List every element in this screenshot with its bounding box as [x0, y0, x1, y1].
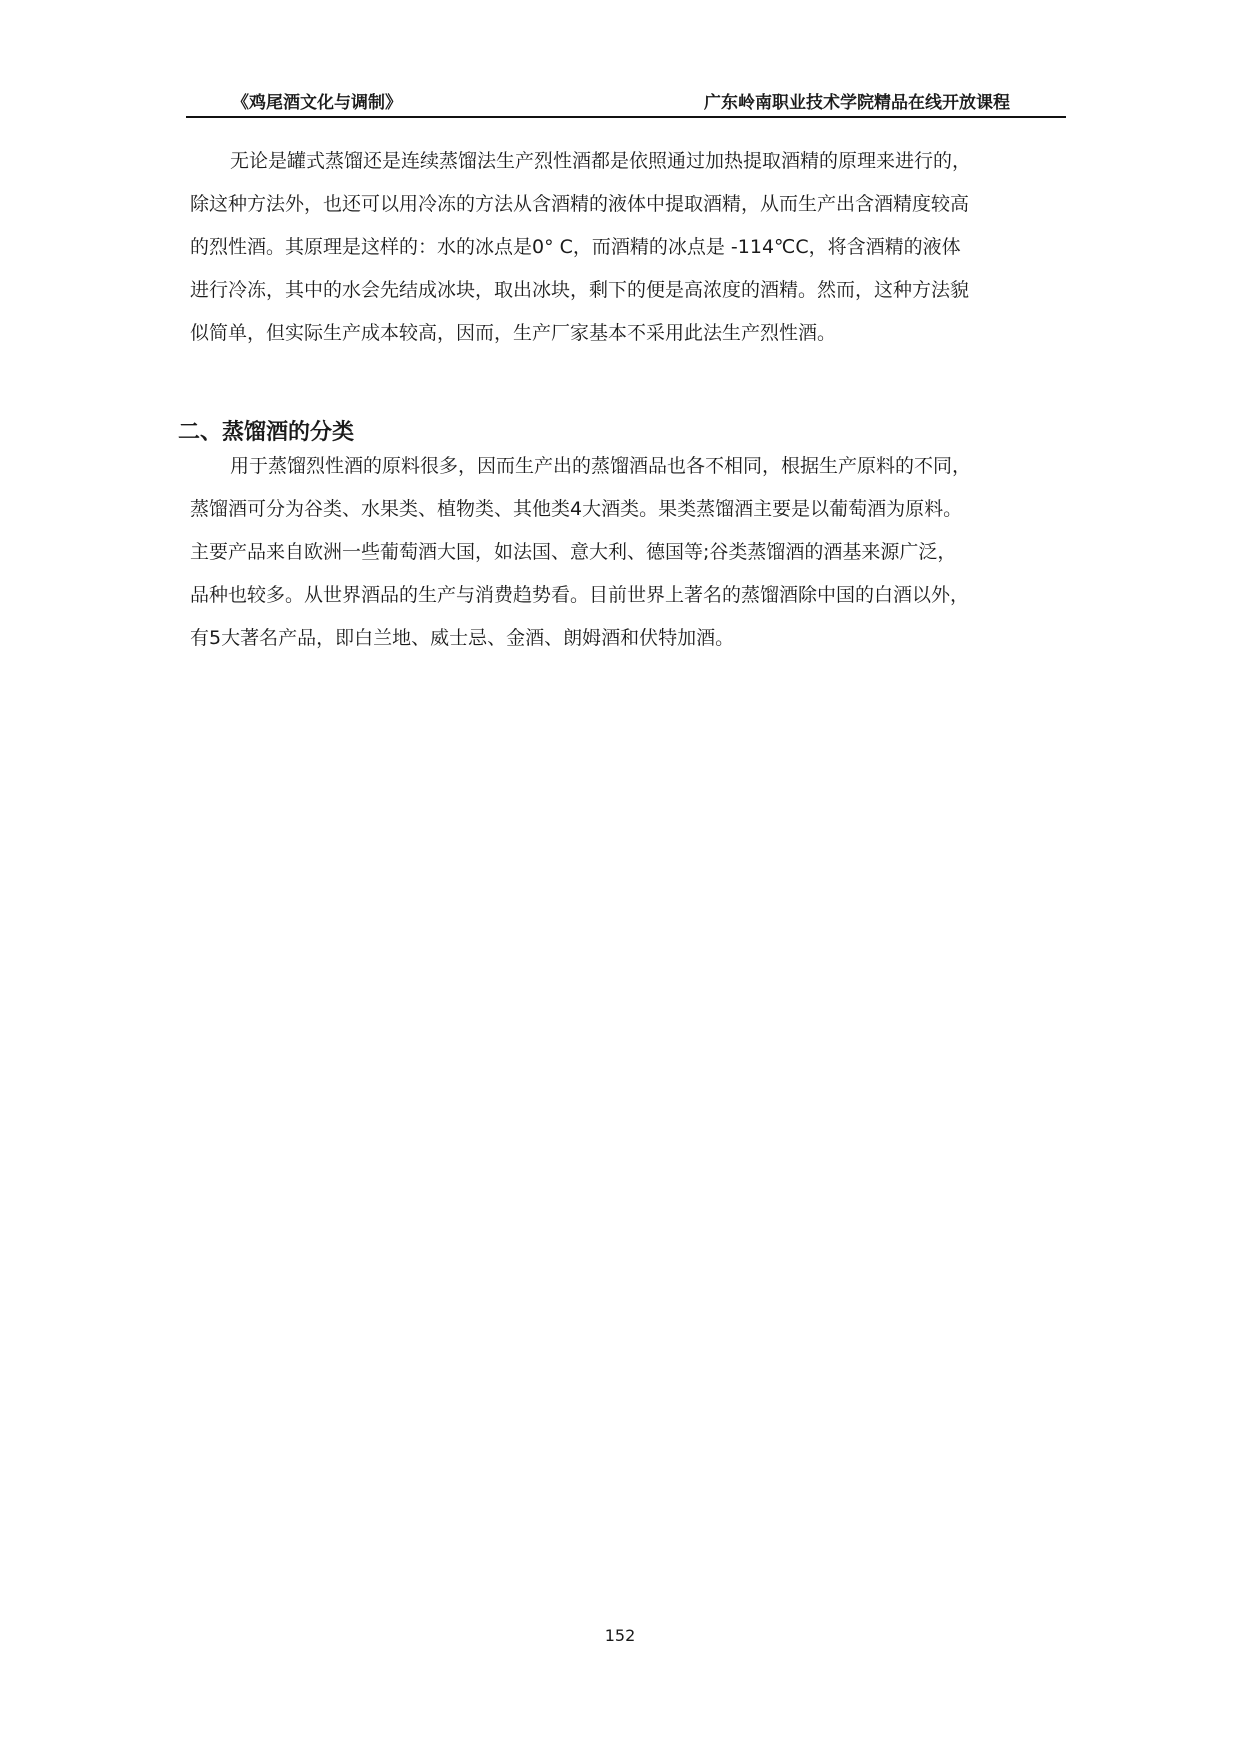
paragraph-line: 用于蒸馏烈性酒的原料很多，因而生产出的蒸馏酒品也各不相同，根据生产原料的不同，: [230, 455, 972, 477]
page-header: [186, 86, 1066, 118]
paragraph-line: 除这种方法外，也还可以用冷冻的方法从含酒精的液体中提取酒精，从而生产出含酒精度较高: [190, 193, 970, 215]
paragraph-line: 主要产品来自欧洲一些葡萄酒大国，如法国、意大利、德国等;谷类蒸馏酒的酒基来源广泛，: [190, 541, 957, 563]
paragraph-classification: [190, 445, 1090, 660]
institution-name: 广东岭南职业技术学院精品在线开放课程: [704, 93, 1010, 113]
paragraph-freeze-distillation: [190, 140, 1090, 355]
paragraph-line: 进行冷冻，其中的水会先结成冰块，取出冰块，剩下的便是高浓度的酒精。然而，这种方法貌: [190, 279, 970, 301]
paragraph-line: 有5大著名产品，即白兰地、威士忌、金酒、朗姆酒和伏特加酒。: [190, 627, 735, 649]
paragraph-line: 无论是罐式蒸馏还是连续蒸馏法生产烈性酒都是依照通过加热提取酒精的原理来进行的，: [230, 150, 972, 172]
paragraph-line: 的烈性酒。其原理是这样的：水的冰点是0° C，而酒精的冰点是 -114℃C，将含酒精的液体: [190, 236, 961, 258]
page-number: 152: [604, 1626, 636, 1645]
paragraph-line: 似简单，但实际生产成本较高，因而，生产厂家基本不采用此法生产烈性酒。: [190, 322, 837, 344]
paragraph-line: 蒸馏酒可分为谷类、水果类、植物类、其他类4大酒类。果类蒸馏酒主要是以葡萄酒为原料。: [190, 498, 963, 520]
course-title: 《鸡尾酒文化与调制》: [232, 93, 402, 113]
section-heading: 二、蒸馏酒的分类: [178, 420, 355, 445]
paragraph-line: 品种也较多。从世界酒品的生产与消费趋势看。目前世界上著名的蒸馏酒除中国的白酒以外，: [190, 584, 970, 606]
